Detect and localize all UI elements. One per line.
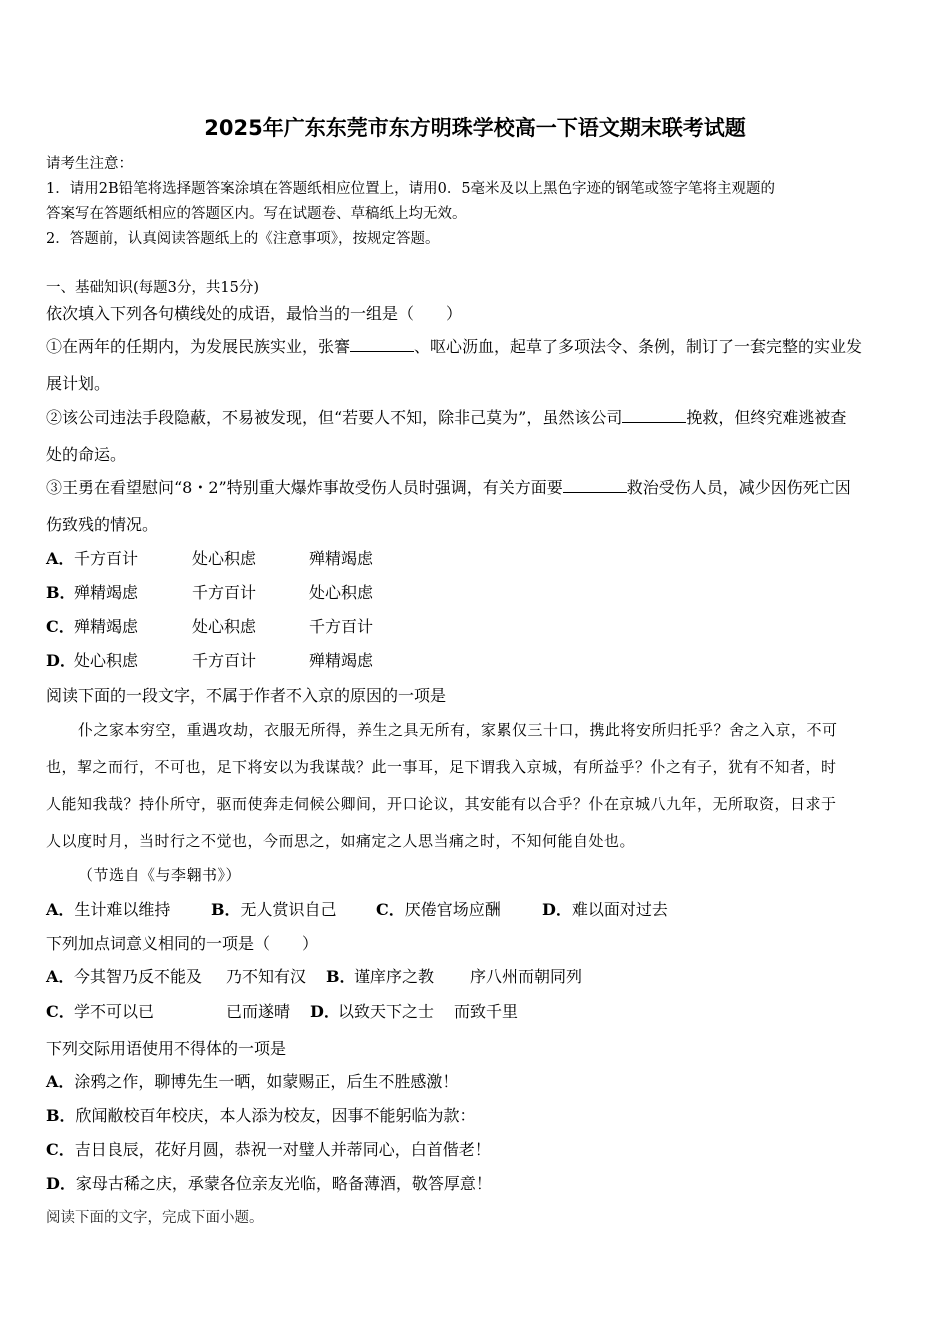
question-2-option-c[interactable] <box>376 897 501 920</box>
question-4-option-d[interactable] <box>46 1171 492 1194</box>
option-word-3: 处心积虑 <box>309 583 374 602</box>
option-label-a[interactable]: A． <box>46 967 75 986</box>
option-text: 吉日良辰，花好月圆，恭祝一对璧人并蒂同心，白首偕老！ <box>74 1140 491 1159</box>
sentence-3-part-b: 救治受伤人员，减少因伤死亡因 <box>626 478 851 497</box>
option-b-phrase-1: 谨庠序之教 <box>354 967 435 986</box>
option-label-b[interactable]: B． <box>326 967 356 986</box>
option-c-phrase-1: 学不可以已 <box>74 1002 155 1021</box>
option-word-2: 处心积虑 <box>192 617 257 636</box>
notice-heading: 请考生注意： <box>46 156 133 172</box>
notice-item-1-line-1: 1．请用2B铅笔将选择题答案涂填在答题纸相应位置上，请用0．5毫米及以上黑色字迹的钢笔或签字笔将主观题的 <box>46 181 776 197</box>
option-a-phrase-2: 乃不知有汉 <box>226 967 307 986</box>
option-label: C． <box>46 1140 75 1159</box>
option-label: D． <box>542 900 572 919</box>
option-d-phrase-2: 而致千里 <box>454 1002 519 1021</box>
option-text: 难以面对过去 <box>571 900 668 919</box>
section-heading: 一、基础知识(每题3分，共15分) <box>46 280 259 296</box>
question-1-sentence-1-cont: 展计划。 <box>46 374 111 393</box>
option-word-3: 殚精竭虑 <box>309 651 374 670</box>
sentence-2-part-a: ②该公司违法手段隐蔽，不易被发现，但“若要人不知，除非己莫为”，虽然该公司 <box>46 408 623 427</box>
sentence-3-part-a: ③王勇在看望慰问“8・2”特别重大爆炸事故受伤人员时强调，有关方面要 <box>46 478 563 497</box>
option-b-phrase-2: 序八州而朝同列 <box>470 967 583 986</box>
question-4-option-c[interactable] <box>46 1137 491 1160</box>
question-1-sentence-3 <box>46 475 851 498</box>
option-text: 厌倦官场应酬 <box>404 900 501 919</box>
question-2-option-b[interactable] <box>211 897 337 920</box>
option-word-1: 千方百计 <box>74 549 139 568</box>
option-text: 涂鸦之作，聊博先生一晒，如蒙赐正，后生不胜感激！ <box>74 1072 459 1091</box>
option-label: B． <box>46 583 76 602</box>
passage-line-1: 仆之家本穷空，重遇攻劫，衣服无所得，养生之具无所有，家累仅三十口，携此将安所归托乎？舍之入京，不可 <box>78 721 838 739</box>
option-word-2: 处心积虑 <box>192 549 257 568</box>
blank-1 <box>350 337 414 352</box>
blank-2 <box>622 408 686 423</box>
option-word-2: 千方百计 <box>192 583 257 602</box>
sentence-1-part-b: 、呕心沥血，起草了多项法令、条例，制订了一套完整的实业发 <box>414 337 863 356</box>
reading-intro: 阅读下面的文字，完成下面小题。 <box>46 1210 264 1226</box>
option-label: A． <box>46 1072 75 1091</box>
option-label: B． <box>46 1106 76 1125</box>
question-1-sentence-2 <box>46 405 846 428</box>
option-text: 欣闻敝校百年校庆，本人添为校友，因事不能躬临为款： <box>75 1106 476 1125</box>
question-1-stem: 依次填入下列各句横线处的成语，最恰当的一组是（ ） <box>46 304 463 323</box>
option-label: D． <box>46 1174 76 1193</box>
question-2-option-a[interactable] <box>46 897 170 920</box>
blank-3 <box>563 478 627 493</box>
sentence-2-part-b: 挽救，但终究难逃被查 <box>686 408 847 427</box>
option-word-1: 处心积虑 <box>74 651 139 670</box>
option-word-3: 千方百计 <box>309 617 374 636</box>
sentence-1-part-a: ①在两年的任期内，为发展民族实业，张謇 <box>46 337 351 356</box>
page-title: 2025年广东东莞市东方明珠学校高一下语文期末联考试题 <box>204 116 746 140</box>
question-1-sentence-1 <box>46 334 862 357</box>
option-word-1: 殚精竭虑 <box>74 583 139 602</box>
option-text: 无人赏识自己 <box>240 900 337 919</box>
passage-line-4: 人以度时月，当时行之不觉也，今而思之，如痛定之人思当痛之时，不知何能自处也。 <box>46 832 636 850</box>
question-1-sentence-2-cont: 处的命运。 <box>46 445 127 464</box>
option-label: A． <box>46 549 75 568</box>
notice-item-1-line-2: 答案写在答题纸相应的答题区内。写在试题卷、草稿纸上均无效。 <box>46 206 467 222</box>
question-1-sentence-3-cont: 伤致残的情况。 <box>46 515 159 534</box>
option-word-3: 殚精竭虑 <box>309 549 374 568</box>
option-d-phrase-1: 以致天下之士 <box>338 1002 435 1021</box>
option-word-2: 千方百计 <box>192 651 257 670</box>
notice-item-2: 2．答题前，认真阅读答题纸上的《注意事项》，按规定答题。 <box>46 231 440 247</box>
passage-line-3: 人能知我哉？持仆所守，驱而使奔走伺候公卿间，开口论议，其安能有以合乎？仆在京城八九年，无所取资，日求于 <box>46 795 837 813</box>
passage-line-2: 也，挈之而行，不可也，足下将安以为我谋哉？此一事耳，足下谓我入京城，有所益乎？仆之有子，犹有不知者，时 <box>46 758 837 776</box>
option-label: C． <box>376 900 405 919</box>
option-label-d[interactable]: D． <box>310 1002 340 1021</box>
option-label-c[interactable]: C． <box>46 1002 75 1021</box>
question-2-option-d[interactable] <box>542 897 668 920</box>
question-4-option-a[interactable] <box>46 1069 458 1092</box>
option-a-phrase-1: 今其智乃反不能及 <box>74 967 203 986</box>
option-label: A． <box>46 900 75 919</box>
question-4-option-b[interactable] <box>46 1103 476 1126</box>
question-3-stem: 下列加点词意义相同的一项是（ ） <box>46 934 319 953</box>
passage-source: （节选自《与李翱书》） <box>78 866 242 884</box>
question-4-stem: 下列交际用语使用不得体的一项是 <box>46 1039 287 1058</box>
question-2-stem: 阅读下面的一段文字，不属于作者不入京的原因的一项是 <box>46 686 447 705</box>
option-c-phrase-2: 已而遂晴 <box>226 1002 291 1021</box>
option-text: 生计难以维持 <box>74 900 171 919</box>
option-text: 家母古稀之庆，承蒙各位亲友光临，略备薄酒，敬答厚意！ <box>75 1174 492 1193</box>
option-label: D． <box>46 651 76 670</box>
option-label: B． <box>211 900 241 919</box>
option-word-1: 殚精竭虑 <box>74 617 139 636</box>
option-label: C． <box>46 617 75 636</box>
